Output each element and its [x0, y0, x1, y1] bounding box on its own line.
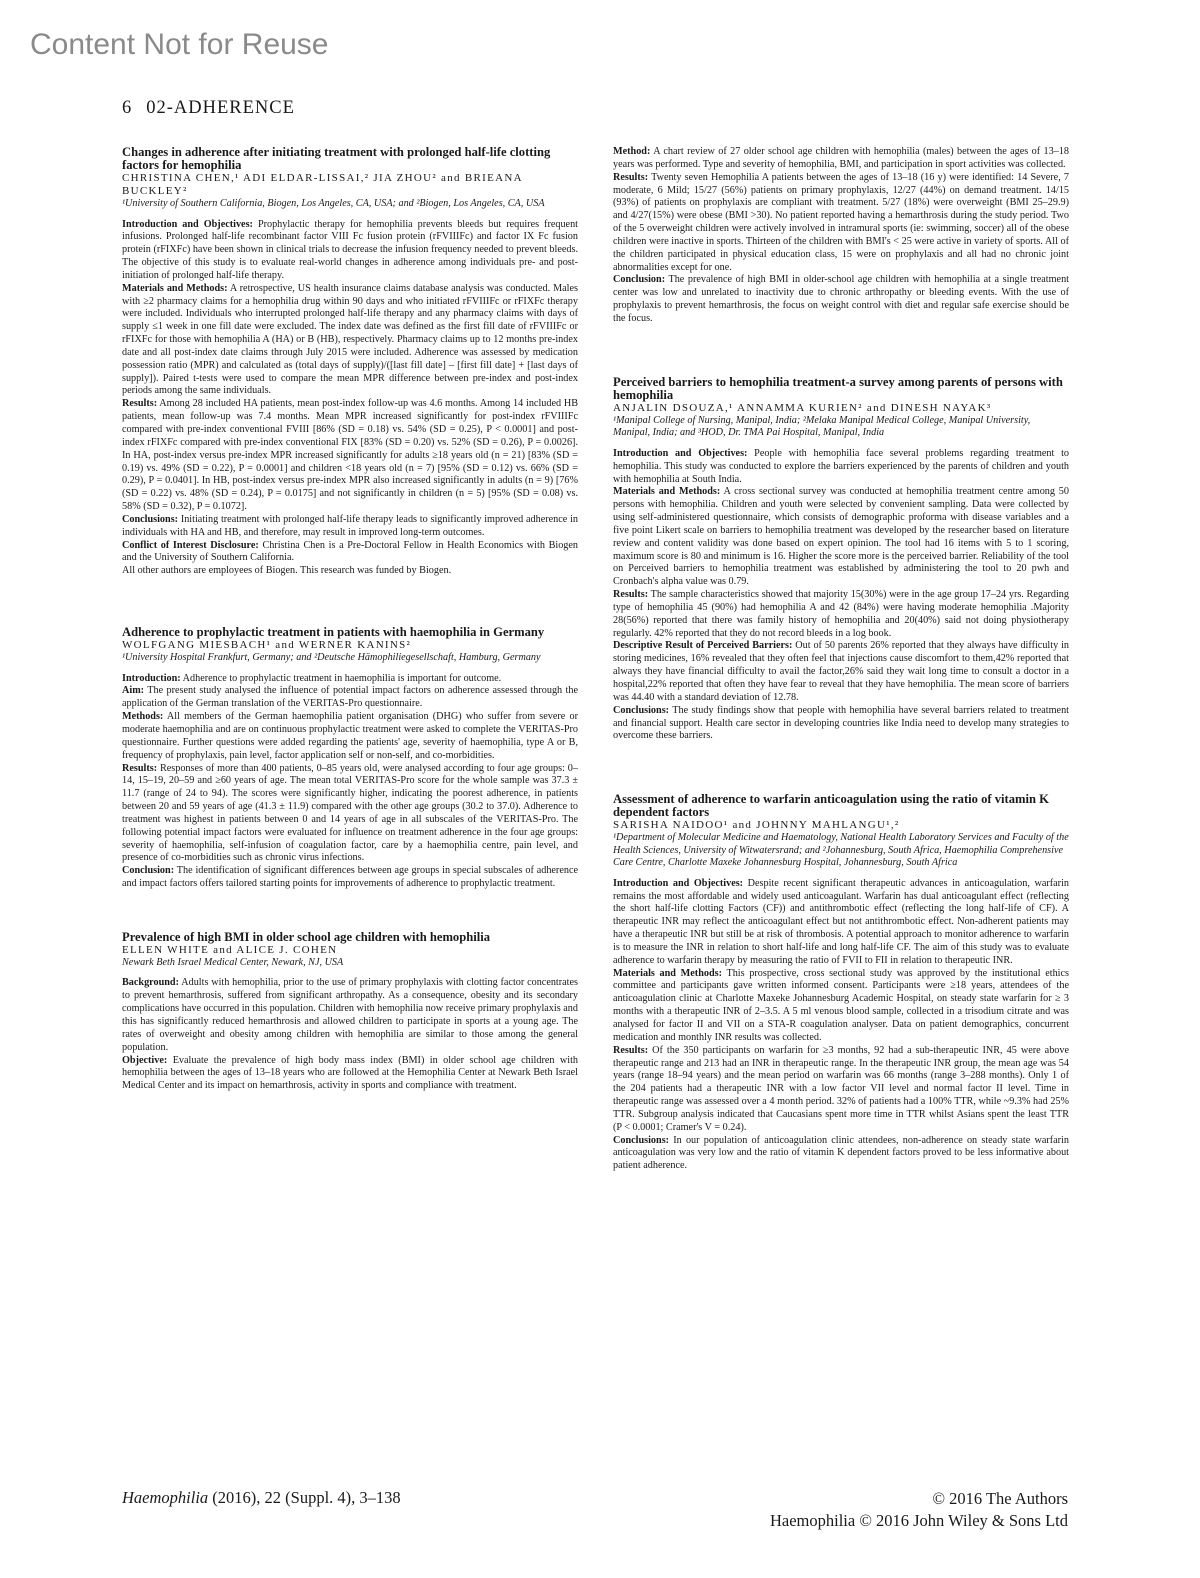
section-label: Results: — [122, 398, 158, 410]
left-column — [122, 146, 578, 1093]
abstract-affiliation: ¹University Hospital Frankfurt, Germany; and ²Deutsche Hämophiliegesellschaft, Hamburg, Germany — [122, 652, 541, 664]
section-label: Results: — [613, 589, 649, 601]
abstract-affiliation: ¹Manipal College of Nursing, Manipal, India; ²Melaka Manipal Medical College, Manipal University, Manipal, India; and ³HOD, Dr. TMA Pai Hospital, Manipal, India — [613, 414, 1031, 439]
section-label: Background: — [122, 977, 179, 989]
section-text: This prospective, cross sectional study was approved by the institutional ethics committee and participants gave written informed consent. Participants were ≥18 years, attendees of the anticoagulation clinic at Charlotte Maxeke Johannesburg Academic Hospital, on steady state warfarin for ≥ 3 months with a therapeutic INR of 2–3.5. A 5 ml venous blood sample, collected in a trisodium citrate and was analysed for factor II and VII on a STA-R coagulation analyser. Data on patient demographics, concurrent medication and monthly INR results was collected. — [613, 967, 1069, 1043]
journal-name: Haemophilia — [122, 1488, 209, 1507]
abstract-affiliation: Newark Beth Israel Medical Center, Newark, NJ, USA — [122, 956, 344, 968]
abstract-paragraph — [122, 673, 578, 686]
section-text: Evaluate the prevalence of high body mass index (BMI) in older school age children with hemophilia between the ages of 13–18 years who are followed at the Hemophilia Center at Newark Beth Israel Medical Center and its impact on hemarthrosis, activity in sports and compliance with treatment. — [122, 1054, 578, 1092]
section-title: 02-ADHERENCE — [146, 98, 295, 118]
abstract-authors: ANJALIN DSOUZA,¹ ANNAMMA KURIEN² and DINESH NAYAK³ — [613, 401, 992, 414]
page-number: 6 — [122, 98, 133, 118]
section-label: Introduction: — [122, 672, 181, 684]
section-text: The study findings show that people with hemophilia have several barriers related to treatment and financial support. Health care sector in developing countries like India need to develop many strategies to overcome these barriers. — [613, 704, 1069, 742]
section-label: Materials and Methods: — [613, 967, 722, 979]
abstract-paragraph — [613, 486, 1069, 589]
section-text: A retrospective, US health insurance claims database analysis was conducted. Males with ≥2 pharmacy claims for a hemophilia drug within 90 days and who initiated rFVIIIFc or rFIXFc therapy were included. Individuals who interrupted prolonged half-life therapy and any pharmacy claims with days of supply ≤1 week in one fill date were excluded. The index date was defined as the first fill date of rFVIIIFc or rFIXFc for those with hemophilia A (HA) or B (HB), respectively. Pharmacy claims up to 12 months pre-index date and all post-index date claims through July 2015 were included. Adherence was assessed by medication possession ratio (MPR) and calculated as (total days of supply)/([last fill date] – [first fill date] + [last days of supply]). Paired t-tests were used to compare the mean MPR difference between pre-index and post-index periods among the same individuals. — [122, 282, 578, 397]
abstract-paragraph — [122, 977, 578, 1054]
abstract-high-bmi — [122, 931, 578, 1093]
footer-citation — [122, 1488, 401, 1508]
abstract-paragraph — [122, 398, 578, 514]
abstract-paragraph — [613, 705, 1069, 744]
section-label: Results: — [613, 1044, 649, 1056]
abstract-paragraph — [122, 763, 578, 866]
abstract-title: Adherence to prophylactic treatment in patients with haemophilia in Germany — [122, 625, 545, 640]
section-text: In our population of anticoagulation clinic attendees, non-adherence on steady state warfarin anticoagulation was very low and the ratio of vitamin K dependent factors proved to be less informative about patient adherence. — [613, 1134, 1069, 1172]
abstract-paragraph — [613, 448, 1069, 487]
section-label: Conclusions: — [613, 1134, 670, 1146]
abstract-paragraph — [613, 968, 1069, 1045]
section-text: The prevalence of high BMI in older-school age children with hemophilia at a single treatment center was low and unrelated to inactivity due to chronic arthropathy or bleeding events. With the use of prophylaxis to prevent hemarthrosis, the focus on weight control with diet and regular safe exercise should be the focus. — [613, 274, 1069, 324]
copyright-line-2: Haemophilia © 2016 John Wiley & Sons Ltd — [769, 1511, 1068, 1530]
section-text: The sample characteristics showed that majority 15(30%) were in the age group 17–24 yrs. Regarding type of hemophilia 45 (90%) had hemophilia A and 42 (84%) were having moderate hemophilia .Majority 28(56%) reported that there was family history of hemophilia and 20(40%) said not doing physiotherapy regularly. 42% reported that they do not record bleeds in a log book. — [613, 589, 1069, 639]
section-text: People with hemophilia face several problems regarding treatment to hemophilia. This study was conducted to explore the barriers experienced by the parents of children and youth with hemophilia at South India. — [613, 447, 1069, 485]
abstract-title: Perceived barriers to hemophilia treatment-a survey among parents of persons with hemophilia — [613, 374, 1063, 402]
section-text: Out of 50 parents 26% reported that they always have difficulty in storing medicines, 16% revealed that they often feel that injections cause discomfort to them,42% reported that always they have financial difficulty to avail the factor,26% said they wait long time to consult a doctor in a hospital,22% reported that often they have fear to reveal that they have hemophilia. The mean score of barriers was 44.40 with a standard deviation of 12.78. — [613, 640, 1069, 703]
abstract-paragraph — [613, 640, 1069, 704]
section-text: Initiating treatment with prolonged half-life therapy leads to significantly improved adherence in individuals with HA and HB, and therefore, may result in improved long-term outcomes. — [122, 513, 578, 538]
section-label: Conclusions: — [613, 704, 670, 716]
section-label: Method: — [613, 146, 651, 157]
abstract-affiliation: ¹University of Southern California, Biogen, Los Angeles, CA, USA; and ²Biogen, Los Angeles, CA, USA — [122, 198, 545, 209]
section-text: Among 28 included HA patients, mean post-index follow-up was 4.6 months. Among 14 included HB patients, mean follow-up was 7.4 months. Mean MPR increased significantly for post-index rFVIIIFc compared with pre-index conventional FVIII [86% (SD = 0.18) vs. 54% (SD = 0.25), P < 0.0001] and post-index rFIXFc compared with pre-index conventional FIX [83% (SD = 0.20) vs. 52% (SD = 0.26), P = 0.0026]. In HA, post-index versus pre-index MPR increased significantly for adults ≥18 years old (n = 21) [83% (SD = 0.19) vs. 49% (SD = 0.22), P = 0.0001] and children <18 years old (n = 7) [95% (SD = 0.12) vs. 66% (SD = 0.29), P = 0.0401]. In HB, post-index versus pre-index MPR also increased significantly in adults (n = 9) [76% (SD = 0.22) vs. 48% (SD = 0.24), P = 0.0175] and not significantly in children (n = 5) [95% (SD = 0.08) vs. 58% (SD = 0.32), P = 0.1072]. — [122, 398, 578, 513]
abstract-authors: WOLFGANG MIESBACH¹ and WERNER KANINS² — [122, 639, 412, 652]
abstract-paragraph — [613, 878, 1069, 968]
footer-copyright — [770, 1488, 1068, 1532]
abstract-paragraph — [613, 1135, 1069, 1174]
section-label: Results: — [122, 762, 158, 774]
abstract-adherence-prolonged-half-life — [122, 146, 578, 578]
abstract-paragraph — [122, 1055, 578, 1094]
section-text: Despite recent significant therapeutic advances in anticoagulation, warfarin remains the most affordable and widely used anticoagulant. Warfarin has dual anticoagulant effect (reflecting the short half-life clotting Factors (CF)) and antithrombotic effect (reflecting the long half-life of CF). A therapeutic INR may reflect the anticoagulant effect but not antithrombotic effect. Non-adherent patients may have a therapeutic INR but still be at risk of thrombosis. A potential approach to monitor adherence to warfarin is to measure the INR in relation to short half-life and long half-life CF. The aim of this study was to evaluate adherence to warfarin therapy by measuring the ratio of FVII to FII in relation to therapeutic INR. — [613, 877, 1069, 966]
section-label: Methods: — [122, 711, 164, 723]
abstract-paragraph — [122, 865, 578, 891]
abstract-prophylactic-germany — [122, 626, 578, 891]
watermark: Content Not for Reuse — [30, 28, 329, 61]
section-label: Materials and Methods: — [122, 282, 228, 294]
abstract-paragraph — [122, 540, 578, 566]
section-label: Introduction and Objectives: — [613, 447, 748, 459]
section-label: Introduction and Objectives: — [122, 218, 253, 230]
section-label: Conclusion: — [613, 274, 666, 286]
section-label: Materials and Methods: — [613, 486, 721, 498]
section-label: Aim: — [122, 685, 145, 697]
section-label: Descriptive Result of Perceived Barriers: — [613, 640, 793, 652]
abstract-paragraph — [122, 685, 578, 711]
section-label: Results: — [613, 171, 649, 183]
section-text: A chart review of 27 older school age children with hemophilia (males) between the ages of 13–18 years was performed. Type and severity of hemophilia, BMI, and participation in sport activities was collected. — [613, 146, 1069, 170]
abstract-authors: SARISHA NAIDOO¹ and JOHNNY MAHLANGU¹,² — [613, 819, 900, 832]
abstract-paragraph — [613, 172, 1069, 275]
abstract-paragraph — [122, 711, 578, 762]
abstract-paragraph — [613, 1045, 1069, 1135]
section-text: Of the 350 participants on warfarin for ≥3 months, 92 had a sub-therapeutic INR, 45 were above therapeutic range and 213 had an INR in therapeutic range. In the therapeutic INR group, the mean age was 54 years (range 18–94 years) and the mean period on warfarin was 66 months (range 3–288 months). Only 1 of the 204 patients had a therapeutic INR with a low factor VII level and normal factor II level. Time in therapeutic range was assessed over a 4 month period. 32% of patients had a 100% TTR, while ~9.3% had 25% TTR. Subgroup analysis indicated that Caucasians spent more time in TTR whilst Asians spent the least TTR (P < 0.0001; Cramer's V = 0.24). — [613, 1044, 1069, 1133]
section-text: All other authors are employees of Biogen. This research was funded by Biogen. — [122, 565, 452, 577]
abstract-paragraph — [613, 589, 1069, 640]
abstract-warfarin-adherence — [613, 793, 1069, 1173]
abstract-perceived-barriers — [613, 376, 1069, 743]
copyright-line-1: © 2016 The Authors — [932, 1489, 1068, 1508]
abstract-paragraph — [122, 283, 578, 399]
citation-details: (2016), 22 (Suppl. 4), 3–138 — [208, 1488, 401, 1507]
abstract-paragraph — [613, 274, 1069, 325]
abstract-authors: CHRISTINA CHEN,¹ ADI ELDAR-LISSAI,² JIA ZHOU² and BRIEANA BUCKLEY² — [122, 172, 523, 197]
abstract-title: Prevalence of high BMI in older school age children with hemophilia — [122, 929, 491, 944]
section-text: The identification of significant differences between age groups in special subscales of adherence and impact factors offers tailored starting points for improvements of adherence to prophylactic treatment. — [122, 865, 578, 890]
abstract-authors: ELLEN WHITE and ALICE J. COHEN — [122, 943, 338, 956]
section-label: Conflict of Interest Disclosure: — [122, 539, 259, 551]
section-text: Adults with hemophilia, prior to the use of primary prophylaxis with clotting factor concentrates to prevent hemarthrosis, suffered from significant arthropathy. As a consequence, obesity and its secondary complications have occurred in this population. Children with hemophilia now receive primary prophylaxis and this has significantly reduced hemarthrosis and allowed children to participate in sports at a young age. The rates of overweight and obesity among children with hemophilia are similar to those among the general population. — [122, 977, 578, 1053]
section-label: Objective: — [122, 1054, 168, 1066]
right-column — [613, 146, 1069, 1173]
abstract-paragraph — [613, 146, 1069, 172]
page-header — [122, 98, 295, 119]
section-label: Conclusion: — [122, 865, 175, 877]
section-text: Adherence to prophylactic treatment in haemophilia is important for outcome. — [180, 672, 502, 684]
section-text: Christina Chen is a Pre-Doctoral Fellow in Health Economics with Biogen and the University of Southern California. — [122, 539, 579, 564]
abstract-paragraph — [122, 219, 578, 283]
section-text: Prophylactic therapy for hemophilia prevents bleeds but requires frequent infusions. Prolonged half-life recombinant factor VIII Fc fusion protein (rFVIIIFc) and factor IX Fc fusion protein (rFIXFc) have been shown in clinical trials to decrease the infusion frequency needed to prevent bleeds. The objective of this study is to evaluate real-world changes in adherence among individuals pre- and post-initiation of prolonged half-life therapy. — [122, 218, 578, 281]
section-text: The present study analysed the influence of potential impact factors on adherence assessed through the application of the German translation of the VERITAS-Pro questionnaire. — [122, 685, 578, 710]
abstract-paragraph — [122, 514, 578, 540]
section-text: All members of the German haemophilia patient organisation (DHG) who suffer from severe or moderate haemophilia and are on continuous prophylactic treatment were asked to complete the VERITAS-Pro questionnaire. Further questions were added regarding the patients' age, severity of haemophilia, type A or B, frequency of prophylaxis, pain level, factor application self or non-self, and co-morbidities. — [122, 711, 578, 761]
section-label: Introduction and Objectives: — [613, 877, 744, 889]
section-text: A cross sectional survey was conducted at hemophilia treatment centre among 50 persons with hemophilia. Children and youth were selected by convenient sampling. Data were collected by using self-administered questionnaire, which consists of demographic proforma with disease variables and a five point Likert scale on barriers to hemophilia treatment was developed by the researcher based on literature review and content validity was done based on expert opinion. The tool had 16 items with 5 to 1 scoring, maximum score is 80 and minimum is 16. Higher the score more is the perceived barrier. Reliability of the tool on Perceived barriers to hemophilia treatment was established by administering the tool to 20 pwh and Cronbach's alpha value was 0.79. — [613, 486, 1069, 588]
section-text: Responses of more than 400 patients, 0–85 years old, were analysed according to four age groups: 0–14, 15–19, 20–59 and ≥60 years of age. The mean total VERITAS-Pro score for the whole sample was 37.3 ± 11.7 (range of 24 to 94). The scores were significantly higher, indicating the poorest adherence, in patients between 20 and 59 years of age (41.3 ± 11.9) compared with the other age groups (30.2 to 37.0). Adherence to treatment was highest in patients between 0 and 14 years of age in all subscales of the VERITAS-Pro. The following potential impact factors were evaluated for influence on treatment adherence in the four age groups: severity of haemophilia, self-infusion of coagulation factor, care by a haemophilia centre, pain level, and presence of co-morbidities such as chronic virus infections. — [122, 762, 578, 864]
abstract-title: Changes in adherence after initiating treatment with prolonged half-life clotting factors for hemophilia — [122, 145, 551, 172]
abstract-affiliation: ¹Department of Molecular Medicine and Haematology, National Health Laboratory Services and Faculty of the Health Sciences, University of Witwatersrand; and ²Johannesburg, South Africa, Haemophilia Comprehensive Care Centre, Charlotte Maxeke Johannesburg Hospital, Johannesburg, South Africa — [613, 832, 1069, 869]
abstract-high-bmi-continued — [613, 146, 1069, 326]
abstract-title: Assessment of adherence to warfarin anticoagulation using the ratio of vitamin K dependent factors — [613, 792, 1049, 820]
section-text: Twenty seven Hemophilia A patients between the ages of 13–18 (16 y) were identified: 14 Severe, 7 moderate, 6 Mild; 15/27 (56%) patients on primary prophylaxis, 12/27 (44%) on demand treatment. 14/15 (93%) of patients on prophylaxis are compliant with treatment. 5/27 (18%) were overweight (BMI 25–29.9) and 4/27(15%) were obese (BMI >30). No patient reported having a hemarthrosis during the study period. Two of the 5 overweight children were actively involved in intramural sports (ie: swimming, soccer) all of the obese children were inactive in sports. Thirteen of the children with BMI's < 25 were active in variety of sports. All of the children participated in physical education class, 15 were on prophylaxis and all had no chronic joint abnormalities except for one. — [613, 171, 1069, 273]
section-label: Conclusions: — [122, 513, 179, 525]
abstract-paragraph — [122, 565, 578, 578]
